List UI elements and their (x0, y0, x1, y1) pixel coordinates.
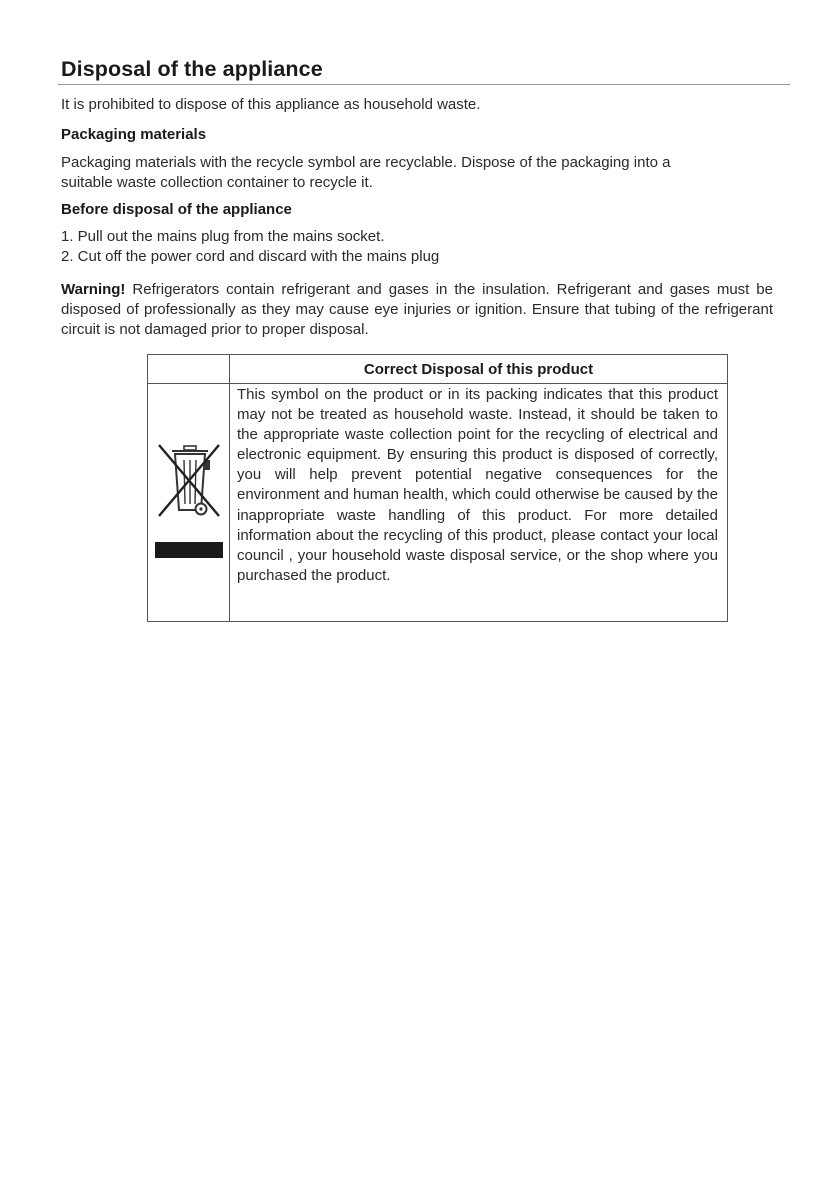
table-title: Correct Disposal of this product (230, 355, 728, 384)
disposal-table (147, 354, 728, 622)
table-body-text: This symbol on the product or in its packing indicates that this product may not be treated as household waste. Instead, it should be taken to the appropriate waste collection point for the recycling of electrical and electronic equipment. By ensuring this product is disposed of correctly, you will help prevent potential negative consequences for the environment and human health, which could otherwise be caused by the inappropriate waste handling of this product. For more detailed information about the recycling of this product, please contact your local council , your household waste disposal service, or the shop where you purchased the product. (230, 384, 728, 622)
warning-label: Warning! (61, 281, 126, 298)
step-1: 1. Pull out the mains plug from the mains socket. (61, 228, 385, 245)
warning-paragraph (61, 280, 773, 340)
packaging-line-2: suitable waste collection container to recycle it. (61, 174, 373, 191)
page-title: Disposal of the appliance (61, 57, 323, 81)
warning-text: Refrigerators contain refrigerant and gases in the insulation. Refrigerant and gases must be disposed of professionally as they may cause eye injuries or ignition. Ensure that tubing of the refrigerant circuit is not damaged prior to proper disposal. (61, 281, 773, 338)
packaging-line-1: Packaging materials with the recycle symbol are recyclable. Dispose of the packaging into a (61, 154, 671, 171)
table-header-blank (148, 355, 230, 384)
icon-cell (148, 384, 230, 622)
title-divider (58, 84, 790, 85)
crossed-out-wheelie-bin-icon (155, 412, 225, 562)
intro-text: It is prohibited to dispose of this appliance as household waste. (61, 96, 481, 113)
packaging-heading: Packaging materials (61, 126, 207, 143)
step-2: 2. Cut off the power cord and discard with the mains plug (61, 248, 440, 265)
before-disposal-heading: Before disposal of the appliance (61, 201, 292, 218)
